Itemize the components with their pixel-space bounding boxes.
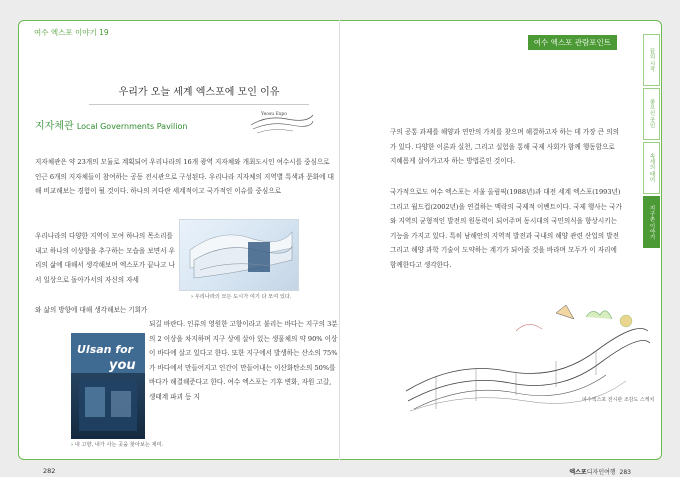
caption-arrow-icon: › — [71, 442, 74, 448]
pavilion-shape-icon — [180, 220, 298, 290]
ulsan-banner-line1: Ulsan for — [77, 343, 134, 356]
chapter-tab-3[interactable]: 속세의 태어 — [643, 142, 660, 194]
left-page — [18, 20, 340, 475]
photo-caption-1: › 우리나라의 모든 도시가 여기 다 모여 있다. — [191, 294, 292, 300]
right-page-header: 여수 엑스포 관람포인트 — [528, 35, 617, 50]
footer-right — [569, 467, 631, 476]
caption-arrow-icon: › — [191, 294, 194, 300]
right-body-paragraph-1: 구의 공통 과제를 해양과 연안의 가치를 찾으며 해결하고자 하는 데 가장 큰 의의가 있다. 다양한 이론과 실천, 그리고 실험을 통해 국제 사회가 함께 행동함으로 지혜롭게 살아가고자 하는 방법론인 것이다. — [390, 128, 619, 166]
ulsan-banner-line2: you — [109, 358, 136, 373]
page-number-left: 282 — [43, 467, 56, 475]
sketch-note: Yeosu Expo — [261, 112, 288, 117]
pavilion-photo — [179, 219, 299, 291]
body-paragraph-4: 되길 바란다. 인류의 영원한 고향이라고 불리는 바다는 지구의 3분의 2 이상을 차지하며 지구 상에 살아 있는 생물체의 약 90% 이상이 바다에 살고 있다고 한다. 또한 지구에서 발생하는 산소의 75%가 바다에서 만들어지고 인간이 만들어내는 이산화탄소의 50%를 바다가 해결해준다고 한다. 여수 엑스포는 기후 변화, 자원 고갈, 생태계 파괴 등 지 — [149, 320, 338, 401]
right-body-paragraph-2: 국가적으로도 여수 엑스포는 서울 올림픽(1988년)과 대전 세계 엑스포(1993년) 그리고 월드컵(2002년)을 연결하는 맥락의 국제적 이벤트이다. 국제 행사는 국가와 지역의 균형적인 발전의 원동력이 되어주며 동시대의 국민의식을 향상시키는 기능을 가지고 있다. 특히 남해안의 지역적 발전과 국내의 해양 관련 산업의 발전 그리고 해양 과학 기술이 도약하는 계기가 되어줄 것을 바라며 모두가 이 자리에 함께한다고 생각한다. — [390, 188, 622, 269]
chapter-tab-2[interactable]: 좋으신 곳인 — [643, 88, 660, 140]
body-paragraph-1: 지자체관은 약 23개의 모듈로 계획되어 우리나라의 16개 광역 지자체와 개최도시인 여수시를 중심으로 인근 6개의 지자체들이 참여하는 공동 전시관으로 구성된다. 우리나라 지자체의 지역별 특색과 문화에 대해 비교해보는 경험이 될 것이다. 하나의 커다란 세계적이고 국가적인 이슈를 중심으로 — [35, 158, 334, 196]
chapter-tab-1[interactable]: 끝의 시작 — [643, 34, 660, 86]
section-title-korean: 지자체관 — [35, 121, 74, 132]
page-number-right: 283 — [619, 469, 631, 476]
section-title — [35, 117, 187, 132]
ulsan-booth-photo — [71, 333, 145, 439]
page-title: 우리가 오늘 세계 엑스포에 모인 이유 — [89, 83, 309, 105]
sketch-handwritten-note: 여수엑스포 전시관 조감도 스케치 — [582, 397, 655, 403]
right-page — [340, 20, 662, 476]
chapter-tab-4[interactable]: 지구촌 이야기 — [643, 196, 660, 248]
section-title-english: Local Governments Pavilion — [76, 122, 188, 131]
ulsan-banner-image — [71, 333, 145, 439]
pavilion-sketch-illustration — [396, 291, 656, 441]
footer-book-title: 엑스포 — [569, 469, 587, 476]
body-paragraph-3: 와 삶의 방향에 대해 생각해보는 기회가 — [35, 306, 148, 314]
sketch-illustration-small — [247, 105, 315, 141]
photo-caption-2: › 내 고향, 내가 사는 곳을 찾아보는 재미. — [71, 442, 164, 448]
footer-book-subtitle: 디자인여행 — [586, 469, 616, 476]
body-paragraph-2: 우리나라의 다양한 지역이 모여 하나의 목소리를 내고 하나의 이상향을 추구하는 모습을 보면서 우리의 삶에 대해서 생각해보며 엑스포가 끝나고 나서 일상으로 돌아가서의 자신의 자세 — [35, 232, 175, 284]
left-page-header: 여수 엑스포 이야기 19 — [31, 27, 112, 38]
